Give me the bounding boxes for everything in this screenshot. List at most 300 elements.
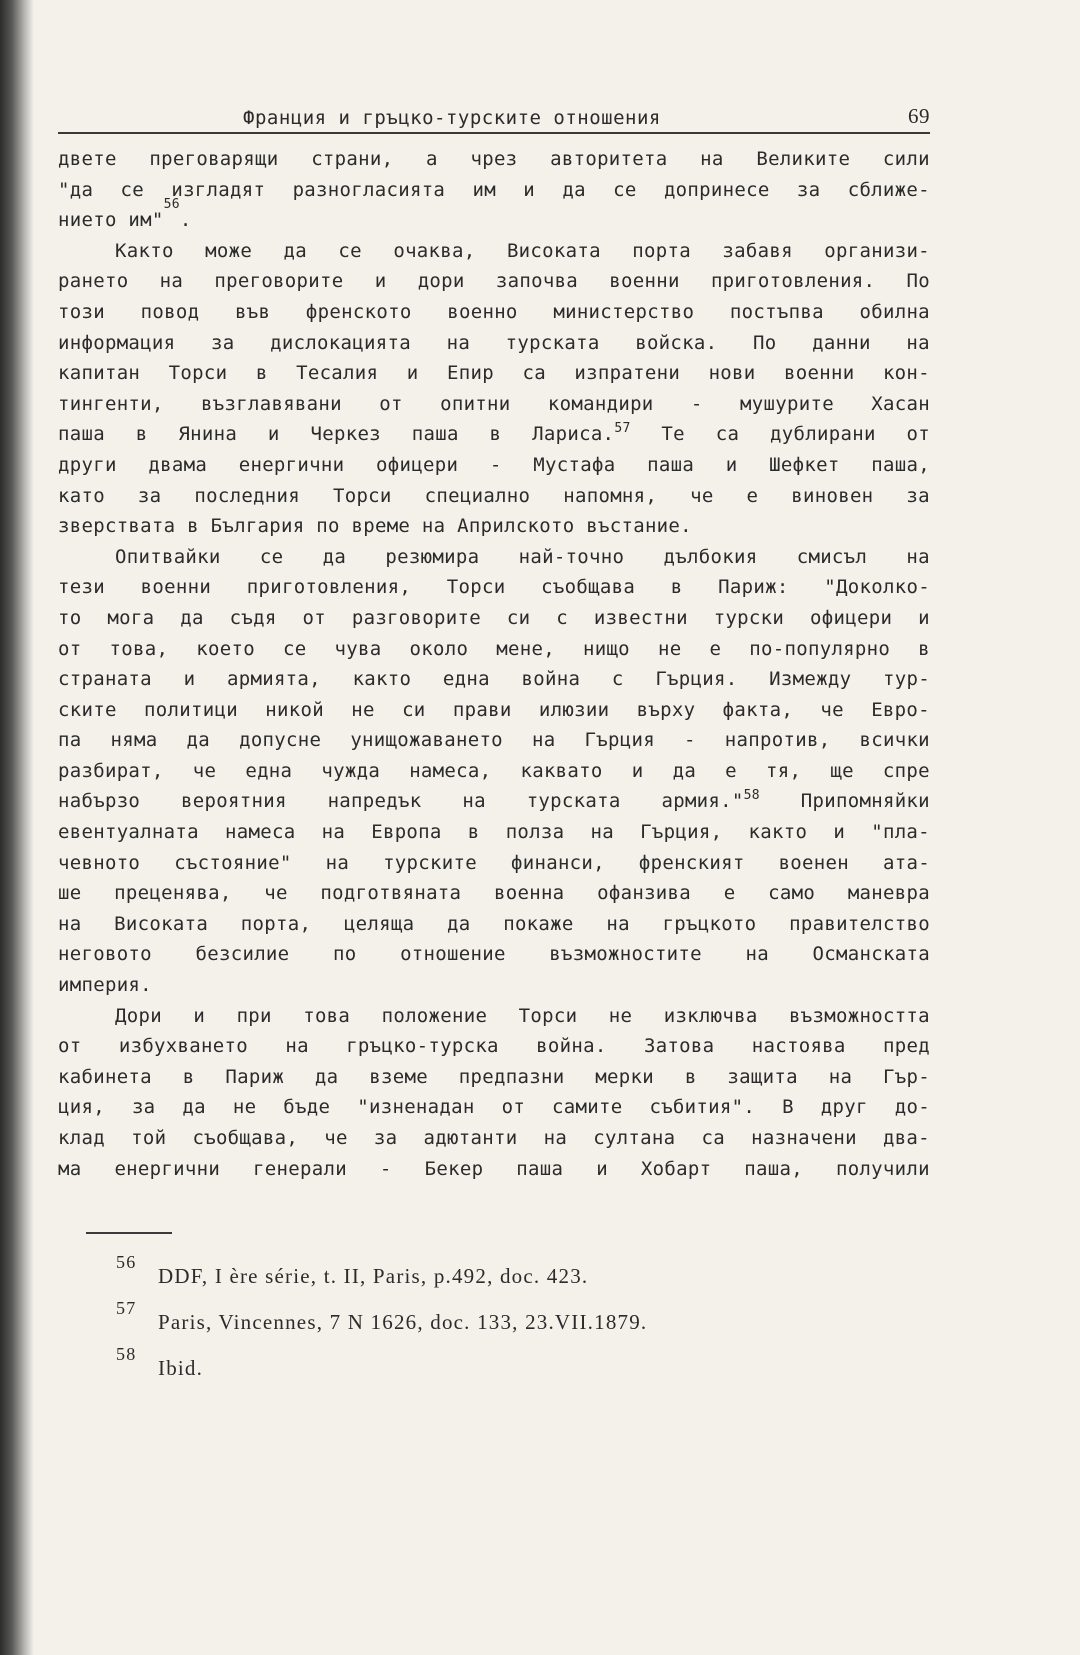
word: адютанти — [423, 1127, 518, 1149]
word: гръцкото — [662, 912, 757, 935]
footnote-57 — [116, 1298, 930, 1344]
word: тя, — [766, 759, 802, 782]
word: на — [745, 943, 769, 966]
word: ските — [58, 698, 117, 721]
word: не — [608, 1004, 633, 1027]
word: че — [324, 1127, 348, 1149]
word: бъде — [283, 1096, 331, 1119]
word: набързо — [58, 790, 141, 813]
word: с — [556, 606, 568, 629]
word: армията, — [226, 668, 321, 691]
word: напомня, — [563, 484, 658, 507]
word: този — [58, 300, 105, 323]
word: вземе — [369, 1065, 428, 1088]
text-line — [58, 817, 930, 848]
word: паша — [647, 453, 695, 476]
word: приготовления, — [246, 576, 412, 599]
word: мене, — [496, 637, 555, 660]
footnotes — [116, 1252, 930, 1390]
word: и — [193, 1004, 206, 1027]
word: намеса — [225, 821, 296, 844]
word: офанзива — [597, 882, 692, 905]
word: се — [613, 178, 637, 201]
word: военни — [784, 362, 855, 385]
word: самите — [552, 1096, 623, 1119]
word: нови — [708, 362, 756, 385]
word: виновен — [791, 484, 874, 507]
word: правителство — [789, 912, 930, 935]
word: за — [137, 484, 162, 507]
text-line — [58, 1062, 930, 1093]
word: В — [782, 1096, 794, 1119]
word: в — [670, 576, 683, 599]
word: и — [183, 668, 196, 691]
word: около — [409, 637, 469, 660]
text-line — [58, 542, 930, 573]
word: от — [58, 637, 82, 660]
word: е — [723, 882, 736, 905]
footnote-marker: 57 — [116, 1298, 137, 1319]
word: да — [182, 1096, 206, 1119]
text-line — [58, 328, 930, 359]
word: за — [211, 331, 235, 354]
word: получили — [835, 1157, 930, 1180]
text-line — [58, 511, 930, 542]
text-line — [58, 786, 930, 817]
word: опитни — [440, 392, 511, 415]
footnote-58 — [116, 1344, 930, 1390]
word: не — [351, 698, 375, 721]
word: назначени — [751, 1127, 857, 1149]
word: Те — [661, 423, 685, 446]
word: предпазни — [458, 1065, 565, 1088]
text-line — [58, 909, 930, 940]
word: Дори — [115, 1004, 162, 1027]
word: спре — [882, 759, 930, 782]
word: Лариса.$^{57}$ — [532, 421, 631, 446]
word: военен — [778, 851, 849, 874]
running-head — [58, 102, 930, 134]
footnote-ref: 58 — [743, 788, 760, 804]
word: паша, — [871, 453, 930, 476]
word: на — [906, 331, 930, 354]
binding-shadow — [0, 0, 34, 1655]
word: данни — [812, 331, 871, 354]
word: от — [906, 423, 930, 446]
word: изгладят — [171, 178, 266, 201]
word: изпратени — [574, 362, 681, 385]
word: започва — [495, 270, 579, 293]
word: кон- — [882, 362, 930, 385]
text-line — [58, 266, 930, 297]
word: съобщава, — [192, 1127, 299, 1149]
text-line — [58, 756, 930, 787]
word: на — [159, 270, 184, 293]
word: на — [446, 331, 471, 354]
word: е — [725, 759, 737, 782]
word: политици — [144, 698, 238, 721]
word: в — [467, 821, 480, 844]
word: разговорите — [351, 606, 481, 629]
word: тур- — [883, 668, 930, 691]
footnote-56 — [116, 1252, 930, 1298]
word: ще — [830, 759, 854, 782]
word: чрез — [470, 148, 518, 170]
word: Високата — [114, 912, 209, 935]
word: Тесалия — [296, 362, 379, 385]
word: за — [131, 1096, 156, 1119]
text-line — [58, 970, 930, 1001]
word: в — [489, 423, 502, 446]
word: не — [232, 1096, 257, 1119]
word: постъпва — [729, 300, 824, 323]
word: допринесе — [663, 178, 770, 201]
word: и — [406, 362, 419, 385]
word: в — [255, 362, 268, 385]
text-line — [58, 450, 930, 481]
word: резюмира — [385, 545, 480, 568]
word: за — [373, 1127, 398, 1149]
word: Черкез — [310, 423, 381, 446]
word: са — [522, 362, 546, 385]
word: възможността — [789, 1004, 930, 1027]
word: разногласията — [292, 178, 446, 201]
word: безсилие — [195, 943, 290, 966]
word: дори — [417, 270, 465, 293]
word: френското — [305, 300, 412, 323]
line-text: империя. — [58, 974, 152, 997]
word: само — [768, 882, 816, 905]
word: си — [506, 606, 531, 629]
word: за — [796, 178, 821, 201]
word: Мустафа — [533, 453, 616, 476]
text-line — [58, 634, 930, 665]
word: на — [321, 821, 346, 844]
word: на — [828, 1065, 853, 1088]
text-line — [58, 572, 930, 603]
word: Париж: — [718, 576, 789, 599]
word: това — [303, 1004, 351, 1027]
word: други — [58, 453, 117, 476]
word: възможностите — [549, 943, 702, 966]
word: им — [472, 178, 496, 201]
word: в — [918, 637, 930, 660]
word: "пла- — [871, 821, 930, 844]
word: никой — [265, 698, 324, 721]
footnote-text: Ibid. — [158, 1356, 204, 1381]
word: изключва — [663, 1004, 758, 1027]
word: върху — [636, 698, 696, 721]
word: - — [489, 453, 502, 476]
word: отношение — [400, 943, 506, 966]
word: събития". — [649, 1096, 756, 1119]
page-content — [58, 102, 930, 1390]
word: тингенти, — [58, 392, 164, 415]
word: Припомняйки — [800, 790, 930, 813]
word: Хобарт — [640, 1157, 712, 1180]
word: прави — [452, 698, 512, 721]
word: на — [325, 851, 350, 874]
word: мога — [107, 606, 155, 629]
footnote-marker: 58 — [116, 1344, 137, 1365]
word: - — [683, 729, 696, 752]
word: Гърция. — [655, 668, 738, 691]
word: защита — [727, 1065, 798, 1088]
word: и — [267, 423, 280, 446]
word: преговорите — [214, 270, 344, 293]
word: енергични — [114, 1157, 221, 1180]
text-line — [58, 1123, 930, 1154]
word: Измежду — [769, 668, 852, 691]
word: ма — [58, 1157, 82, 1180]
word: войска. — [635, 331, 718, 354]
word: друг — [820, 1096, 868, 1119]
word: Янина — [178, 423, 238, 446]
word: чевното — [58, 851, 141, 874]
word: турската — [505, 331, 600, 354]
word: с — [611, 668, 624, 691]
word: евентуалната — [58, 821, 199, 844]
word: преговарящи — [149, 148, 279, 170]
word: маневра — [847, 882, 930, 905]
word: на — [543, 1127, 568, 1149]
word: съдя — [229, 606, 277, 629]
word: да — [186, 729, 211, 752]
word: това, — [109, 637, 169, 660]
word: порта — [632, 239, 691, 262]
word: паша — [411, 423, 459, 446]
word: порта, — [240, 912, 312, 935]
word: и — [833, 821, 846, 844]
word: командири — [547, 392, 654, 415]
word: напротив, — [724, 729, 831, 752]
word: Париж — [225, 1065, 285, 1088]
text-line — [58, 603, 930, 634]
line-tail: . — [179, 209, 192, 232]
word: война — [521, 668, 581, 691]
running-title: Франция и гръцко-турските отношения — [243, 107, 661, 129]
text-line — [58, 878, 930, 909]
word: илюзии — [538, 698, 610, 721]
word: е — [709, 637, 722, 660]
word: неговото — [58, 943, 152, 966]
word: се — [120, 178, 145, 201]
word: Както — [115, 239, 174, 262]
word: вероятния — [181, 790, 287, 813]
word: положение — [381, 1004, 488, 1027]
word: ше — [58, 882, 82, 905]
word: на — [58, 912, 82, 935]
word: да — [180, 606, 204, 629]
word: да — [314, 1065, 339, 1088]
word: министерство — [553, 300, 695, 323]
text-line — [58, 664, 930, 695]
word: най-точно — [518, 545, 625, 568]
word: - — [379, 1157, 392, 1180]
word: Великите — [756, 148, 851, 170]
word: офицери — [810, 606, 893, 629]
word: то — [58, 606, 82, 629]
word: че — [690, 484, 714, 507]
word: факта, — [722, 698, 794, 721]
word: генерали — [253, 1157, 347, 1180]
word: ция, — [58, 1096, 105, 1119]
word: съобщава — [541, 576, 636, 599]
word: двама — [148, 453, 208, 476]
word: във — [235, 300, 271, 323]
word: "Доколко- — [824, 576, 930, 599]
word: по-популярно — [749, 637, 891, 660]
word: организи- — [824, 239, 930, 262]
word: военно — [447, 300, 518, 323]
word: Бекер — [424, 1157, 484, 1180]
word: дислокацията — [270, 331, 411, 354]
word: че — [264, 882, 288, 905]
word: се — [282, 637, 307, 660]
word: кабинета — [58, 1065, 152, 1088]
word: подготвяната — [320, 882, 462, 905]
word: от — [501, 1096, 526, 1119]
word: полза — [505, 821, 565, 844]
line-text: зверствата в България по време на Априлското въстание. — [58, 515, 692, 538]
word: в — [182, 1065, 195, 1088]
word: гръцко-турска — [346, 1035, 499, 1058]
word: да — [283, 239, 307, 262]
word: страната — [58, 668, 152, 691]
word: обилна — [859, 300, 930, 323]
word: Шефкет — [769, 453, 840, 476]
text-line — [58, 144, 930, 175]
word: последния — [194, 484, 301, 507]
word: нищо — [582, 637, 630, 660]
word: разбират, — [58, 759, 164, 782]
word: финанси, — [510, 851, 605, 874]
word: Европа — [371, 821, 442, 844]
word: авторитета — [550, 148, 668, 170]
word: Хасан — [871, 392, 930, 415]
word: смисъл — [796, 545, 868, 568]
word: не — [657, 637, 682, 660]
word: избухването — [118, 1035, 248, 1058]
word: както — [748, 821, 808, 844]
word: турски — [713, 606, 785, 629]
word: на — [531, 729, 556, 752]
word: чужда — [321, 759, 381, 782]
word: преценява, — [114, 882, 232, 905]
word: Гър- — [883, 1065, 930, 1088]
text-line — [58, 297, 930, 328]
word: рането — [58, 270, 129, 293]
word: капитан — [58, 362, 141, 385]
word: всички — [859, 729, 930, 752]
word: се — [259, 545, 284, 568]
word: са — [715, 423, 740, 446]
text-line — [58, 1031, 930, 1062]
word: повод — [140, 300, 200, 323]
text-line — [58, 197, 930, 236]
word: Торси — [168, 362, 228, 385]
word: да — [562, 178, 586, 201]
text-line — [58, 481, 930, 512]
word: и — [523, 178, 536, 201]
word: сили — [882, 148, 930, 170]
word: настоява — [751, 1035, 846, 1058]
word: което — [196, 637, 255, 660]
footnote-ref: 56 — [163, 197, 180, 213]
word: са — [701, 1127, 726, 1149]
word: а — [426, 148, 438, 170]
body-text — [58, 144, 930, 1184]
word: специално — [424, 484, 531, 507]
word: дълбокия — [663, 545, 758, 568]
word: покаже — [503, 912, 574, 935]
word: султана — [593, 1127, 676, 1149]
word: военни — [609, 270, 680, 293]
word: по — [333, 943, 357, 966]
text-line — [58, 389, 930, 420]
word: Опитвайки — [115, 545, 221, 568]
word: военна — [493, 882, 565, 905]
word: мерки — [595, 1065, 654, 1088]
word: той — [131, 1127, 167, 1149]
word: военни — [140, 576, 212, 599]
word: Гърция, — [640, 821, 723, 844]
page-number: 69 — [908, 104, 930, 128]
word: сближе- — [847, 178, 930, 201]
word: да — [447, 912, 471, 935]
word: известни — [593, 606, 688, 629]
text-line — [58, 419, 930, 450]
word: си — [402, 698, 426, 721]
text-line — [58, 1001, 930, 1032]
word: тези — [58, 576, 105, 599]
word: няма — [110, 729, 158, 752]
word: Гърция — [584, 729, 655, 752]
word: клад — [58, 1127, 105, 1149]
word: до- — [894, 1096, 930, 1119]
word: пред — [883, 1035, 930, 1058]
word: война. — [536, 1035, 607, 1058]
word: на — [462, 790, 486, 813]
word: френският — [638, 851, 745, 874]
word: информация — [58, 331, 176, 354]
word: за — [906, 484, 930, 507]
word: "изненадан — [357, 1096, 475, 1119]
word: напредък — [327, 790, 422, 813]
word: паша, — [744, 1157, 803, 1180]
word: една — [245, 759, 293, 782]
word: на — [590, 821, 615, 844]
word: като — [58, 484, 105, 507]
word: офицери — [376, 453, 459, 476]
word: Евро- — [871, 698, 930, 721]
word: целяща — [343, 912, 415, 935]
word: в — [135, 423, 148, 446]
word: турските — [383, 851, 477, 874]
word: на — [606, 912, 630, 935]
footnote-rule — [86, 1232, 172, 1234]
text-line — [58, 848, 930, 879]
word: и — [725, 453, 738, 476]
word: на — [906, 545, 930, 568]
word: По — [906, 270, 930, 293]
word: двете — [58, 148, 117, 170]
word: армия."$^{58}$ — [661, 788, 760, 813]
word: да — [672, 759, 697, 782]
line-text: нието им" — [58, 209, 164, 232]
word: Високата — [506, 239, 601, 262]
word: мушурите — [740, 392, 834, 415]
